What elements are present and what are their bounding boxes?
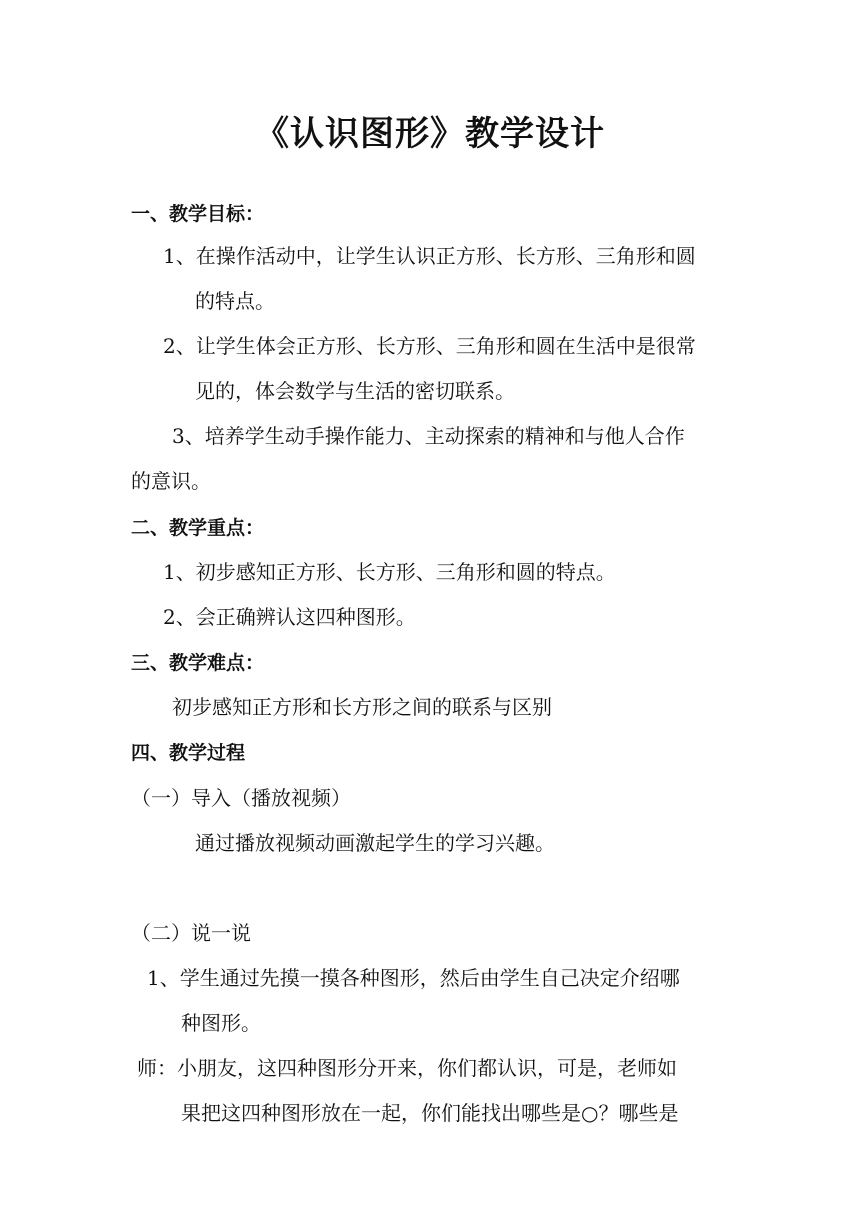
process-part-2-title: （二）说一说 [131, 921, 251, 945]
key-point-1: 1、初步感知正方形、长方形、三角形和圆的特点。 [163, 560, 616, 584]
objective-2-line-2: 见的，体会数学与生活的密切联系。 [195, 379, 515, 403]
objective-1-line-1: 1、在操作活动中，让学生认识正方形、长方形、三角形和圆 [163, 244, 696, 268]
objective-3-line-2: 的意识。 [131, 469, 211, 493]
document-title: 《认识图形》教学设计 [255, 114, 605, 154]
objective-1-line-2: 的特点。 [195, 289, 275, 313]
teacher-speech-line-1: 师：小朋友，这四种图形分开来，你们都认识，可是，老师如 [137, 1056, 677, 1080]
section-heading-process: 四、教学过程 [131, 742, 246, 764]
section-heading-difficulties: 三、教学难点： [131, 652, 265, 674]
difficulty-text: 初步感知正方形和长方形之间的联系与区别 [172, 695, 552, 719]
section-heading-key-points: 二、教学重点： [131, 517, 265, 539]
section-heading-objectives: 一、教学目标： [131, 203, 265, 225]
process-part-1-text: 通过播放视频动画激起学生的学习兴趣。 [195, 831, 555, 855]
process-part-2-item-1-line-2: 种图形。 [181, 1011, 261, 1035]
teacher-speech-line-2: 果把这四种图形放在一起，你们能找出哪些是○？哪些是 [181, 1101, 679, 1125]
process-part-2-item-1-line-1: 1、学生通过先摸一摸各种图形，然后由学生自己决定介绍哪 [147, 966, 680, 990]
objective-3-line-1: 3、培养学生动手操作能力、主动探索的精神和与他人合作 [172, 424, 685, 448]
objective-2-line-1: 2、让学生体会正方形、长方形、三角形和圆在生活中是很常 [163, 334, 696, 358]
key-point-2: 2、会正确辨认这四种图形。 [163, 605, 416, 629]
process-part-1-title: （一）导入（播放视频） [131, 786, 351, 810]
